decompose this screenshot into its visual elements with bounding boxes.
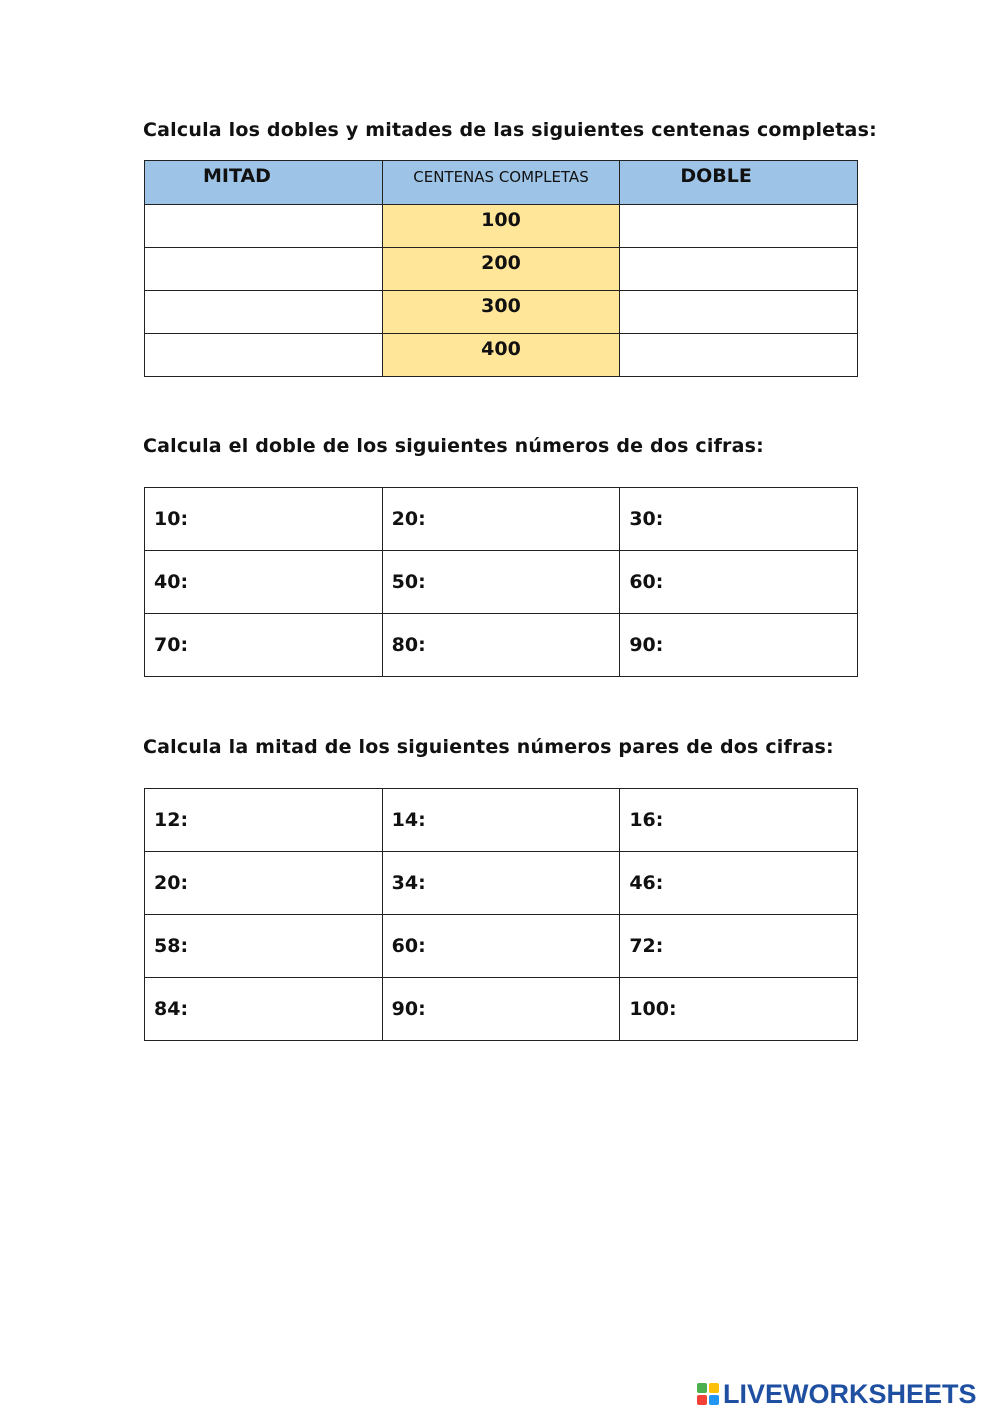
table-row bbox=[145, 205, 858, 248]
table-row bbox=[145, 915, 858, 978]
doble-cell[interactable]: 20: bbox=[382, 488, 620, 551]
centenas-table bbox=[144, 160, 858, 377]
doble-answer-cell[interactable] bbox=[620, 291, 858, 334]
mitad-answer-cell[interactable] bbox=[145, 205, 383, 248]
mitad-answer-cell[interactable] bbox=[145, 291, 383, 334]
mitad-cell[interactable]: 16: bbox=[620, 789, 858, 852]
doble-cell[interactable]: 30: bbox=[620, 488, 858, 551]
table-header-row bbox=[145, 161, 858, 205]
table-row bbox=[145, 614, 858, 677]
table-row bbox=[145, 488, 858, 551]
mitad-cell[interactable]: 34: bbox=[382, 852, 620, 915]
doble-answer-cell[interactable] bbox=[620, 205, 858, 248]
header-mitad: MITAD bbox=[145, 161, 383, 205]
doble-cell[interactable]: 10: bbox=[145, 488, 383, 551]
mitad-answer-cell[interactable] bbox=[145, 248, 383, 291]
header-doble: DOBLE bbox=[620, 161, 858, 205]
centena-value: 200 bbox=[382, 248, 620, 291]
doble-cell[interactable]: 60: bbox=[620, 551, 858, 614]
centena-value: 400 bbox=[382, 334, 620, 377]
doble-answer-cell[interactable] bbox=[620, 248, 858, 291]
mitad-cell[interactable]: 14: bbox=[382, 789, 620, 852]
mitad-cell[interactable]: 90: bbox=[382, 978, 620, 1041]
table-row bbox=[145, 248, 858, 291]
mitad-answer-cell[interactable] bbox=[145, 334, 383, 377]
logo-square bbox=[697, 1395, 707, 1405]
mitad-cell[interactable]: 58: bbox=[145, 915, 383, 978]
doble-cell[interactable]: 40: bbox=[145, 551, 383, 614]
table-row bbox=[145, 551, 858, 614]
table-row bbox=[145, 291, 858, 334]
section1-heading: Calcula los dobles y mitades de las siguientes centenas completas: bbox=[143, 119, 877, 141]
logo-square bbox=[697, 1383, 707, 1393]
brand-name: LIVEWORKSHEETS bbox=[723, 1378, 977, 1409]
centena-value: 100 bbox=[382, 205, 620, 248]
mitad-cell[interactable]: 60: bbox=[382, 915, 620, 978]
logo-square bbox=[709, 1383, 719, 1393]
section2-heading: Calcula el doble de los siguientes números de dos cifras: bbox=[143, 435, 764, 457]
section3-heading: Calcula la mitad de los siguientes números pares de dos cifras: bbox=[143, 736, 834, 758]
doble-cell[interactable]: 80: bbox=[382, 614, 620, 677]
table-row bbox=[145, 852, 858, 915]
logo-square bbox=[709, 1395, 719, 1405]
table-row bbox=[145, 978, 858, 1041]
mitad-cell[interactable]: 20: bbox=[145, 852, 383, 915]
mitad-table bbox=[144, 788, 858, 1041]
table-row bbox=[145, 789, 858, 852]
doble-cell[interactable]: 70: bbox=[145, 614, 383, 677]
mitad-cell[interactable]: 100: bbox=[620, 978, 858, 1041]
centena-value: 300 bbox=[382, 291, 620, 334]
doble-cell[interactable]: 90: bbox=[620, 614, 858, 677]
doble-answer-cell[interactable] bbox=[620, 334, 858, 377]
header-centenas: CENTENAS COMPLETAS bbox=[382, 161, 620, 205]
table-row bbox=[145, 334, 858, 377]
mitad-cell[interactable]: 46: bbox=[620, 852, 858, 915]
doble-table bbox=[144, 487, 858, 677]
mitad-cell[interactable]: 84: bbox=[145, 978, 383, 1041]
liveworksheets-logo[interactable] bbox=[697, 1378, 977, 1410]
mitad-cell[interactable]: 72: bbox=[620, 915, 858, 978]
liveworksheets-logo-icon bbox=[697, 1383, 719, 1405]
doble-cell[interactable]: 50: bbox=[382, 551, 620, 614]
mitad-cell[interactable]: 12: bbox=[145, 789, 383, 852]
